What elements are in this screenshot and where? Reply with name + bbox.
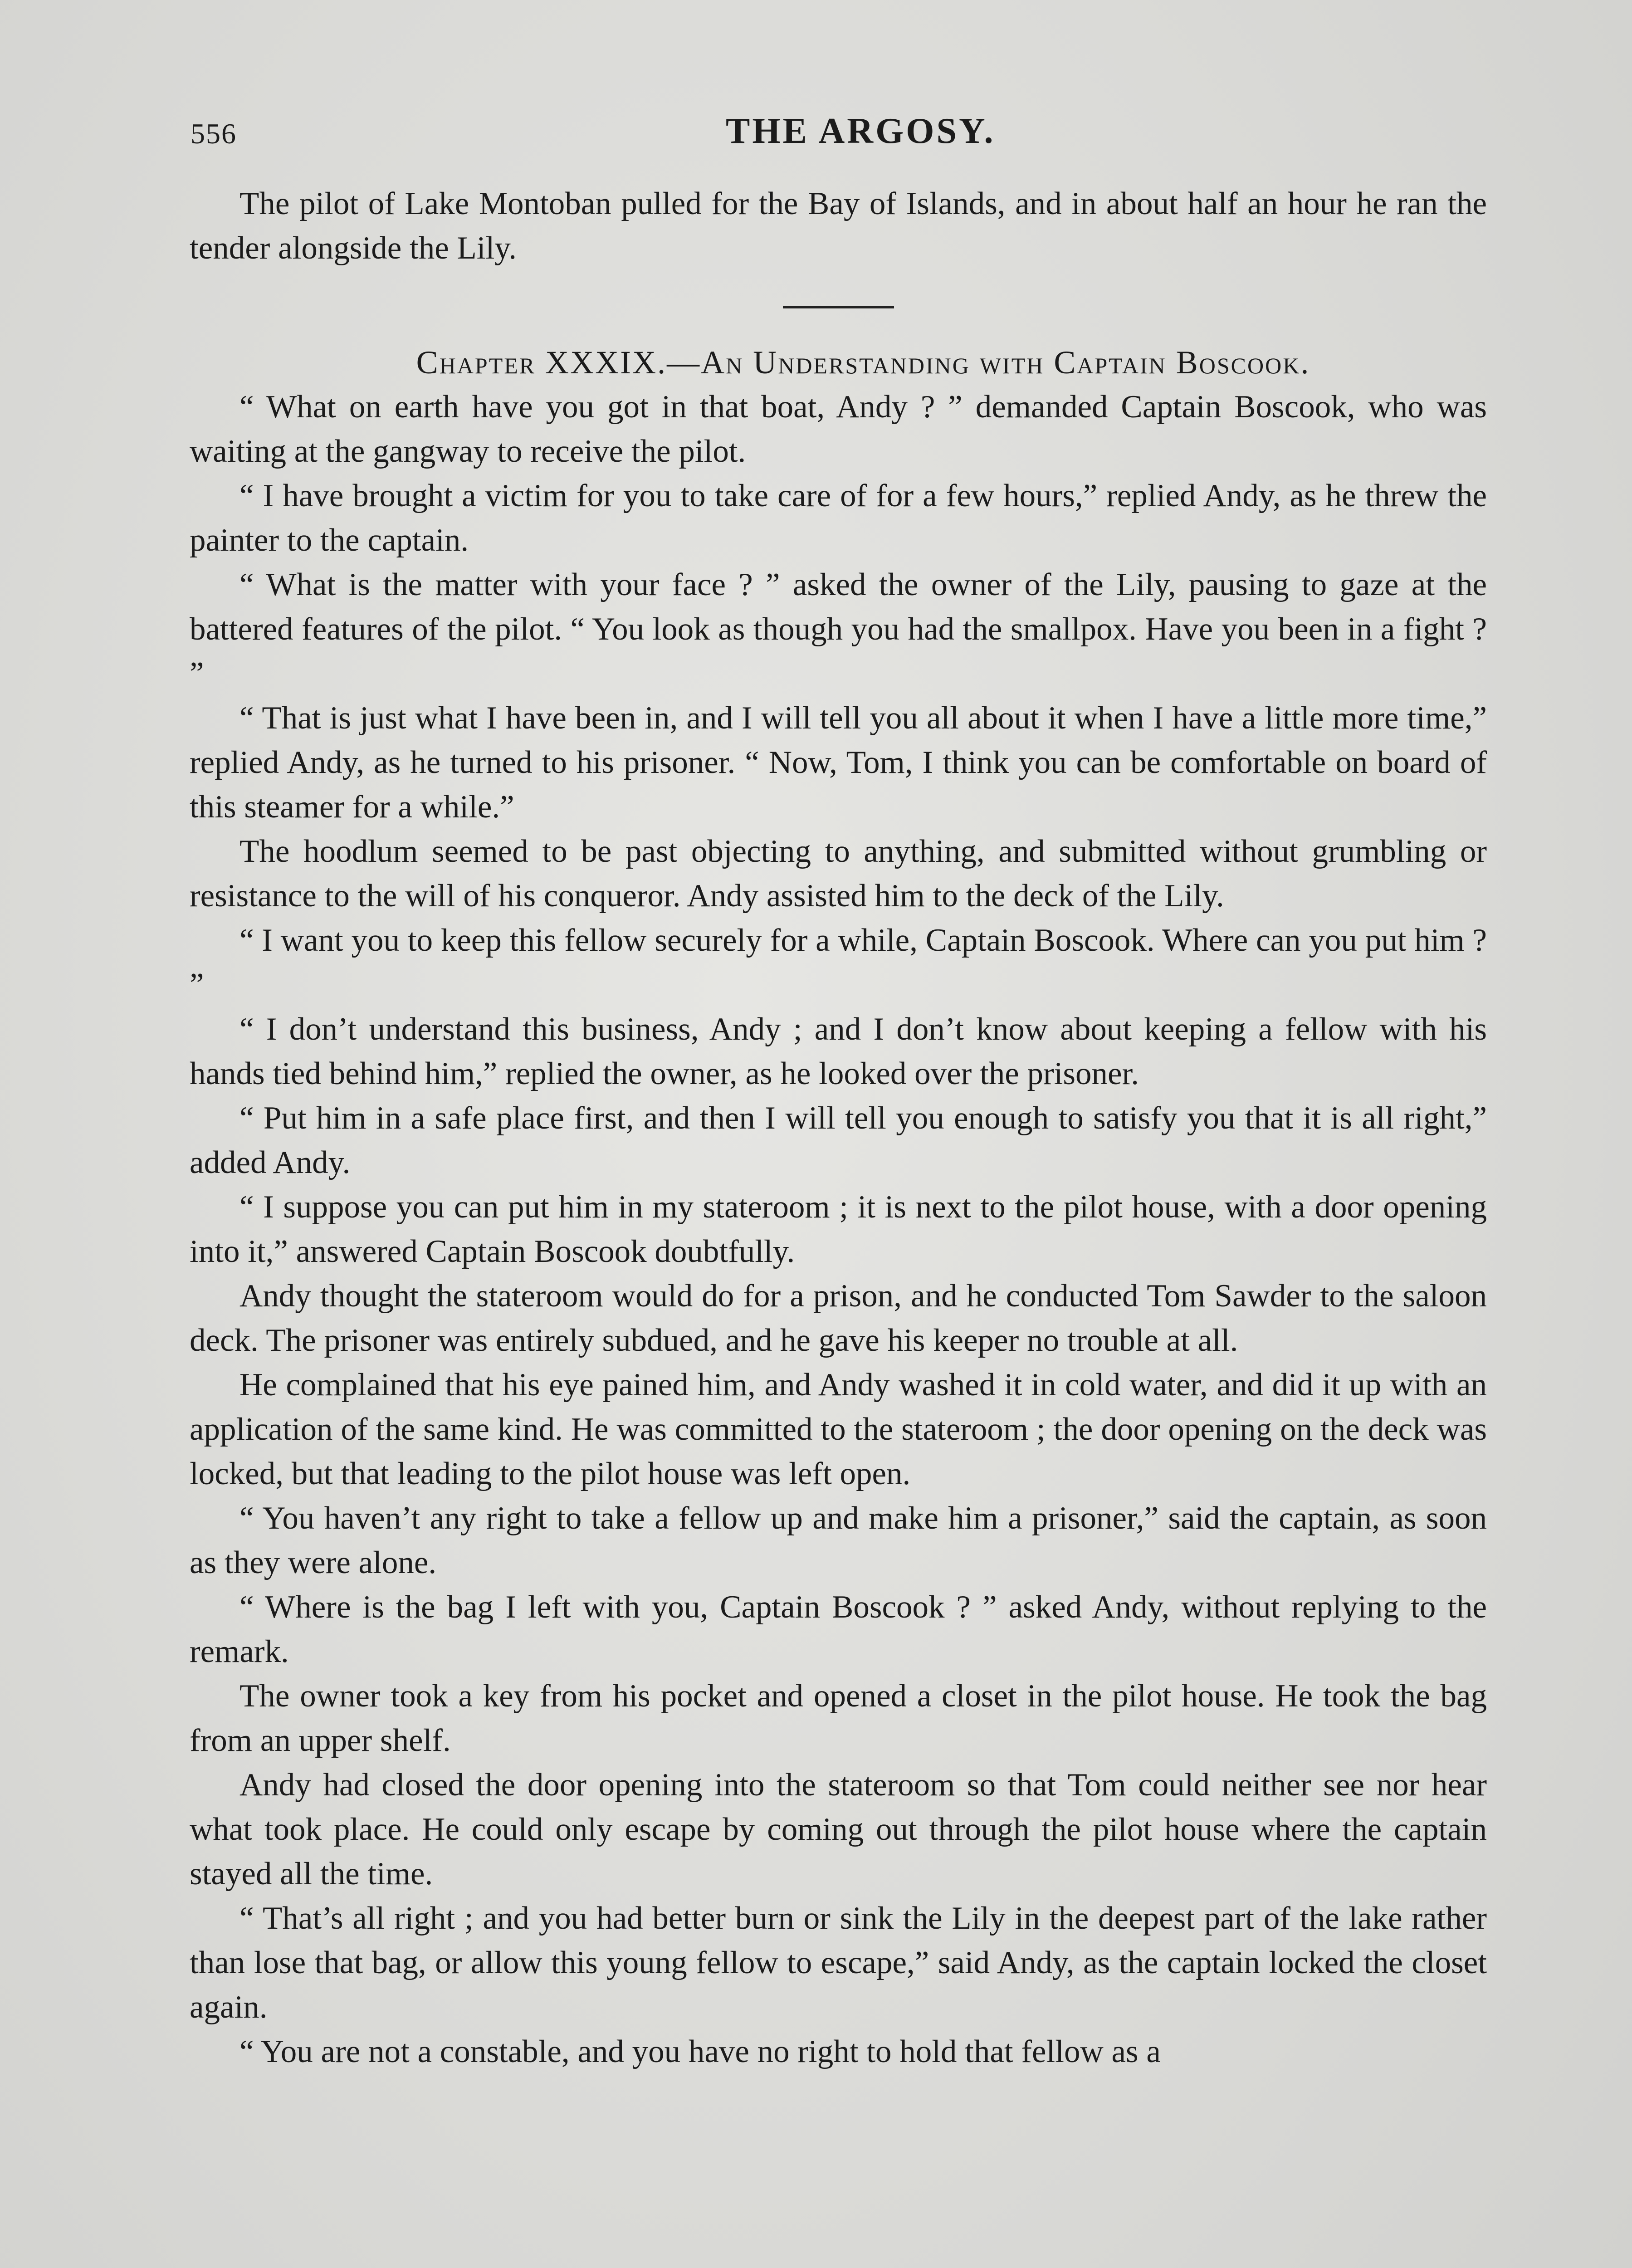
paragraph: The pilot of Lake Montoban pulled for the Bay of Islands, and in about half an hour he ran the tender alongside the Lily.: [190, 186, 1487, 266]
paragraph: “ What on earth have you got in that boat, Andy ? ” demanded Captain Boscook, who was waiting at the gangway to receive the pilot.: [190, 389, 1487, 469]
paragraph: The owner took a key from his pocket and opened a closet in the pilot house. He took the bag from an upper shelf.: [190, 1678, 1487, 1758]
paragraph: “ I don’t understand this business, Andy ; and I don’t know about keeping a fellow with his hands tied behind him,” replied the owner, as he looked over the prisoner.: [190, 1012, 1487, 1091]
paragraph: Andy had closed the door opening into the stateroom so that Tom could neither see nor hear what took place. He could only escape by coming out through the pilot house where the captain stayed all the time.: [190, 1767, 1487, 1892]
paragraph: “ That is just what I have been in, and I will tell you all about it when I have a little more time,” replied Andy, as he turned to his prisoner. “ Now, Tom, I think you can be comfortable on board of this steamer for a while.”: [190, 700, 1487, 825]
section-divider: [783, 306, 894, 308]
paragraph: “ That’s all right ; and you had better burn or sink the Lily in the deepest part of the lake rather than lose that bag, or allow this young fellow to escape,” said Andy, as the captain locked the closet again.: [190, 1901, 1487, 2025]
paragraph: He complained that his eye pained him, and Andy washed it in cold water, and did it up with an application of the same kind. He was committed to the stateroom ; the door opening on the deck was locked, but that leading to the pilot house was left open.: [190, 1367, 1487, 1491]
paragraph: “ What is the matter with your face ? ” asked the owner of the Lily, pausing to gaze at the battered features of the pilot. “ You look as though you had the smallpox. Have you been in a fight ? ”: [190, 567, 1487, 691]
page-header: [191, 109, 1506, 159]
paragraph: The hoodlum seemed to be past objecting to anything, and submitted without grumbling or resistance to the will of his conqueror. Andy assisted him to the deck of the Lily.: [190, 834, 1487, 914]
paragraph: “ You are not a constable, and you have no right to hold that fellow as a: [239, 2034, 1161, 2069]
paragraph: “ I suppose you can put him in my stateroom ; it is next to the pilot house, with a door opening into it,” answered Captain Boscook doubtfully.: [190, 1189, 1487, 1269]
paragraph: “ You haven’t any right to take a fellow up and make him a prisoner,” said the captain, as soon as they were alone.: [190, 1501, 1487, 1580]
paragraph: “ Where is the bag I left with you, Captain Boscook ? ” asked Andy, without replying to the remark.: [190, 1589, 1487, 1669]
page-number: 556: [191, 117, 237, 150]
paragraph: Andy thought the stateroom would do for a prison, and he conducted Tom Sawder to the saloon deck. The prisoner was entirely subdued, and he gave his keeper no trouble at all.: [190, 1278, 1487, 1358]
paragraph: “ I have brought a victim for you to take care of for a few hours,” replied Andy, as he threw the painter to the captain.: [190, 478, 1487, 558]
running-title: THE ARGOSY.: [726, 111, 996, 151]
page-body: [190, 181, 1487, 2074]
paragraph: “ Put him in a safe place first, and then I will tell you enough to satisfy you that it is all right,” added Andy.: [190, 1100, 1487, 1180]
chapter-heading: Chapter XXXIX.—An Understanding with Captain Boscook.: [416, 344, 1310, 381]
paragraph: “ I want you to keep this fellow securely for a while, Captain Boscook. Where can you put him ? ”: [190, 923, 1487, 1002]
